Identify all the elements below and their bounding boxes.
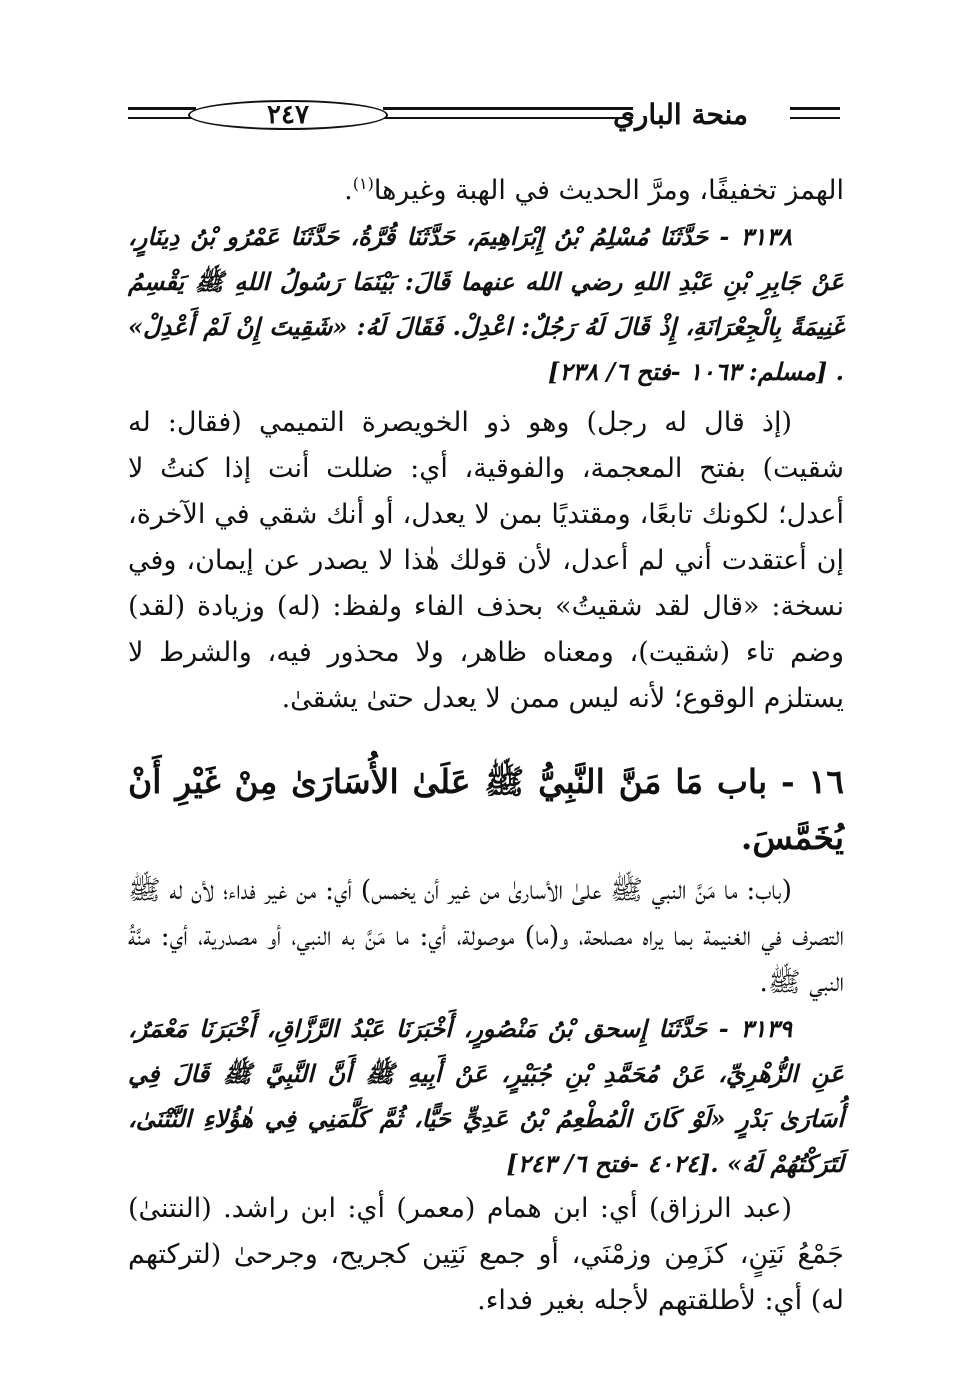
- running-title: منحة الباري: [612, 98, 748, 131]
- hadith-3139: ٣١٣٩ - حَدَّثَنَا إِسحق بْنُ مَنْصُورٍ، أَخْبَرَنَا عَبْدُ الرَّزَّاقِ، أَخْبَرَنَا مَعْمَرٌ، عَنِ الزُّهْرِيِّ، عَنْ مُحَمَّدِ بْنِ جُبَيْرٍ، عَنْ أَبِيهِ ﷺ أَنَّ النَّبِيَّ ﷺ قَالَ فِي أُسَارَىٰ بَدْرٍ «لَوْ كَانَ الْمُطْعِمُ بْنُ عَدِيٍّ حَيًّا، ثُمَّ كَلَّمَنِي فِي هٰؤُلاءِ النَّتْنَىٰ، لَتَرَكْتُهُمْ لَهُ» .[٤٠٢٤ -فتح ٦/ ٢٤٣]: [128, 1014, 844, 1178]
- commentary-chapter-16: (باب: ما مَنَّ النبي ﷺ علىٰ الأسارىٰ من غير أن يخمس) أي: من غير فداء؛ لأن له ﷺ التصرف في الغنيمة بما يراه مصلحة، و(ما) موصولة، أي: ما مَنَّ به النبي، أو مصدرية، أي: منَّةُ النبي ﷺ.: [128, 875, 844, 998]
- header-rule-left-bottom: [128, 117, 196, 119]
- page-content: [128, 168, 844, 1324]
- intro-text: الهمز تخفيفًا، ومرَّ الحديث في الهبة وغيرها: [373, 175, 844, 206]
- hadith-3138: ٣١٣٨ - حَدَّثَنَا مُسْلِمُ بْنُ إِبْرَاهِيمَ، حَدَّثَنَا قُرَّةُ، حَدَّثَنَا عَمْرُو بْنُ دِينَارٍ، عَنْ جَابِرِ بْنِ عَبْدِ اللهِ رضي الله عنهما قَالَ: بَيْنَمَا رَسُولُ اللهِ ﷺ يَقْسِمُ غَنِيمَةً بِالْجِعْرَانَةِ، إِذْ قَالَ لَهُ رَجُلٌ: اعْدِلْ. فَقَالَ لَهُ: «شَقِيتَ إِنْ لَمْ أَعْدِلْ» . [مسلم: ١٠٦٣ -فتح ٦/ ٢٣٨]: [128, 222, 844, 386]
- intro-end: .: [344, 175, 353, 206]
- header-rule-right-top: [790, 107, 840, 110]
- chapter-heading-16: ١٦ - باب مَا مَنَّ النَّبِيُّ ﷺ عَلَىٰ الأُسَارَىٰ مِنْ غَيْرِ أَنْ يُخَمَّسَ.: [128, 762, 844, 857]
- commentary-3139: (عبد الرزاق) أي: ابن همام (معمر) أي: ابن راشد. (النتنىٰ) جَمْعُ نَتِنٍ، كزَمِن وزمْنَي، أو جمع نَتِين كجريح، وجرحىٰ (لتركتهم له) أي: لأطلقتهم لأجله بغير فداء.: [128, 1193, 844, 1316]
- header-rule-middle-bottom: [383, 117, 633, 119]
- intro-paragraph: [128, 168, 844, 214]
- page-header: [128, 96, 840, 144]
- header-rule-middle-top: [383, 107, 633, 110]
- header-rule-right-bottom: [790, 117, 840, 119]
- page-number: ٢٤٧: [267, 100, 309, 130]
- header-rule-left-top: [128, 107, 196, 110]
- page-number-badge: [188, 100, 388, 130]
- footnote-mark: (١): [352, 174, 374, 193]
- commentary-3138: (إذ قال له رجل) وهو ذو الخويصرة التميمي (فقال: له شقيت) بفتح المعجمة، والفوقية، أي: ضللت أنت إذا كنتُ لا أعدل؛ لكونك تابعًا، ومقتديًا بمن لا يعدل، أو أنك شقي في الآخرة، إن أعتقدت أني لم أعدل، لأن قولك هٰذا لا يصدر عن إيمان، وفي نسخة: «قال لقد شقيتُ» بحذف الفاء ولفظ: (له) وزيادة (لقد) وضم تاء (شقيت)، ومعناه ظاهر، ولا محذور فيه، والشرط لا يستلزم الوقوع؛ لأنه ليس ممن لا يعدل حتىٰ يشقىٰ.: [128, 407, 844, 714]
